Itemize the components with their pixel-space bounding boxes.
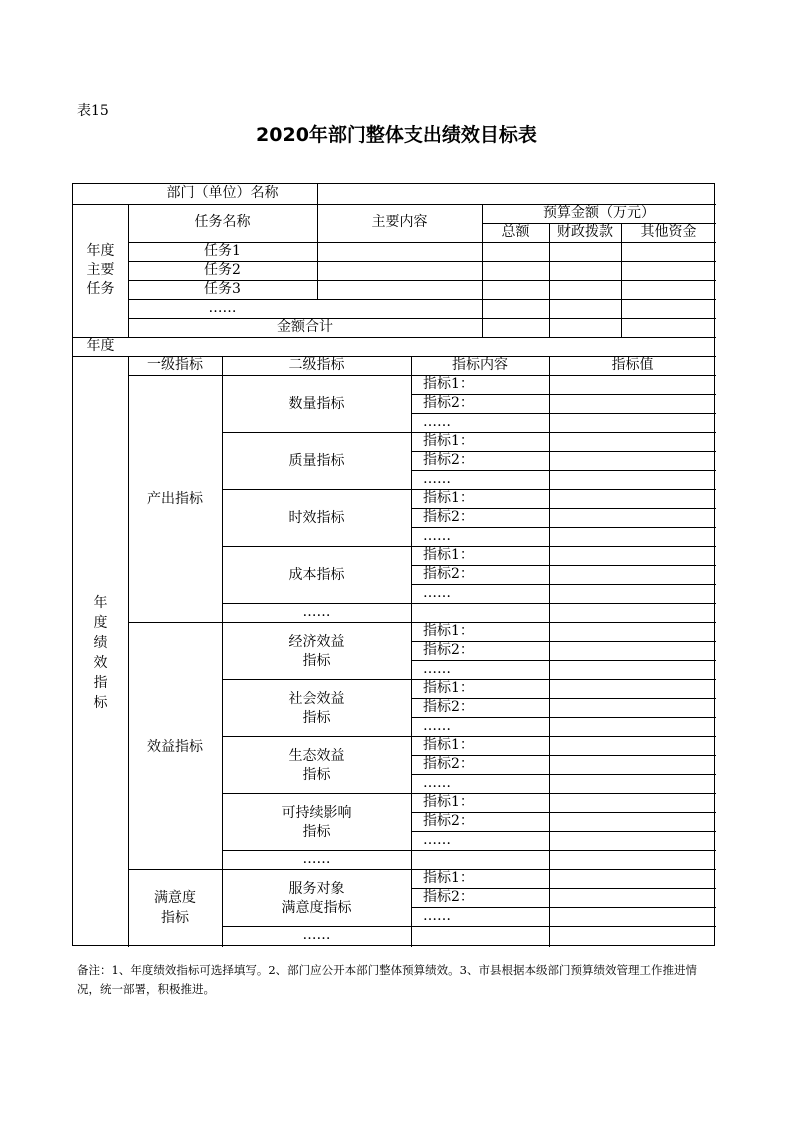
indicator-item: 指标2： [423,756,474,772]
level2-sustainable-line1: 可持续影响 [281,805,352,821]
indicator-item: 指标1： [423,490,474,506]
indicator-more: …… [423,661,451,677]
level1-satisfaction-line2: 指标 [161,910,189,926]
level1-satisfaction-line1: 满意度 [154,890,196,906]
tasks-group-label-line1: 年度 [86,243,115,259]
indicator-item: 指标2： [423,566,474,582]
level2-satisfaction-more: …… [302,927,331,943]
level2-sustainable-line2: 指标 [302,824,331,840]
indicator-item: 指标1： [423,737,474,753]
col-fiscal: 财政拨款 [557,224,613,240]
indicators-group-label-char: 标 [93,695,108,711]
level1-output: 产出指标 [147,491,203,507]
indicator-more: …… [423,718,451,734]
level2-service-line2: 满意度指标 [281,900,352,916]
indicator-item: 指标1： [423,680,474,696]
col-main-content: 主要内容 [371,214,428,230]
indicators-group-label-char: 年 [93,595,108,611]
table-number: 表15 [77,103,109,119]
footnote: 备注：1、年度绩效指标可选择填写。2、部门应公开本部门整体预算绩效。3、市县根据本级部门预算绩效管理工作推进情况，统一部署，积极推进。 [77,963,697,996]
level2-ecological-line1: 生态效益 [288,748,345,764]
page-title: 2020年部门整体支出绩效目标表 [256,124,537,146]
indicators-group-label-char: 效 [93,655,108,671]
level2-output-more: …… [302,604,331,620]
indicator-more: …… [423,832,451,848]
task-row: 任务1 [204,243,241,259]
indicator-more: …… [423,775,451,791]
indicator-item: 指标1： [423,376,474,392]
indicator-item: 指标2： [423,642,474,658]
indicator-more: …… [423,908,451,924]
task-row: 任务2 [204,262,241,278]
col-content: 指标内容 [452,357,508,373]
indicators-group-label-char: 指 [93,675,108,691]
col-other: 其他资金 [640,224,697,240]
level2-social-line1: 社会效益 [288,691,345,707]
indicator-item: 指标2： [423,699,474,715]
col-value: 指标值 [611,357,654,373]
indicators-group-label-char: 绩 [93,635,108,651]
indicator-item: 指标2： [423,395,474,411]
level2-quantity: 数量指标 [288,396,345,412]
level2-timeliness: 时效指标 [288,510,345,526]
task-row: 任务3 [204,281,241,297]
level2-ecological-line2: 指标 [302,767,331,783]
level2-service-line1: 服务对象 [288,881,345,897]
indicator-more: …… [423,471,451,487]
level2-benefit-more: …… [302,851,331,867]
col-total: 总额 [501,224,530,240]
level2-quality: 质量指标 [288,453,345,469]
col-level2: 二级指标 [288,357,345,373]
indicator-item: 指标2： [423,509,474,525]
indicator-item: 指标1： [423,794,474,810]
level2-economic-line1: 经济效益 [288,634,345,650]
indicator-more: …… [423,585,451,601]
level2-cost: 成本指标 [288,567,345,583]
tasks-group-label-line2: 主要 [86,262,115,278]
level2-social-line2: 指标 [302,710,331,726]
indicator-item: 指标1： [423,433,474,449]
task-row: …… [208,300,237,316]
col-task-name: 任务名称 [194,214,251,230]
level2-economic-line2: 指标 [302,653,331,669]
amount-total-label: 金额合计 [277,319,333,335]
col-budget: 预算金额（万元） [543,205,655,221]
col-level1: 一级指标 [147,357,203,373]
performance-target-table [72,183,715,946]
annual-label: 年度 [86,338,115,354]
indicator-item: 指标2： [423,452,474,468]
tasks-group-label-line3: 任务 [86,281,115,297]
indicator-item: 指标2： [423,889,474,905]
dept-name-label: 部门（单位）名称 [166,185,279,201]
level1-benefit: 效益指标 [147,739,203,755]
indicators-group-label-char: 度 [93,615,108,631]
indicator-more: …… [423,414,451,430]
indicator-item: 指标2： [423,813,474,829]
indicator-item: 指标1： [423,623,474,639]
indicator-item: 指标1： [423,547,474,563]
indicator-item: 指标1： [423,870,474,886]
indicator-more: …… [423,528,451,544]
